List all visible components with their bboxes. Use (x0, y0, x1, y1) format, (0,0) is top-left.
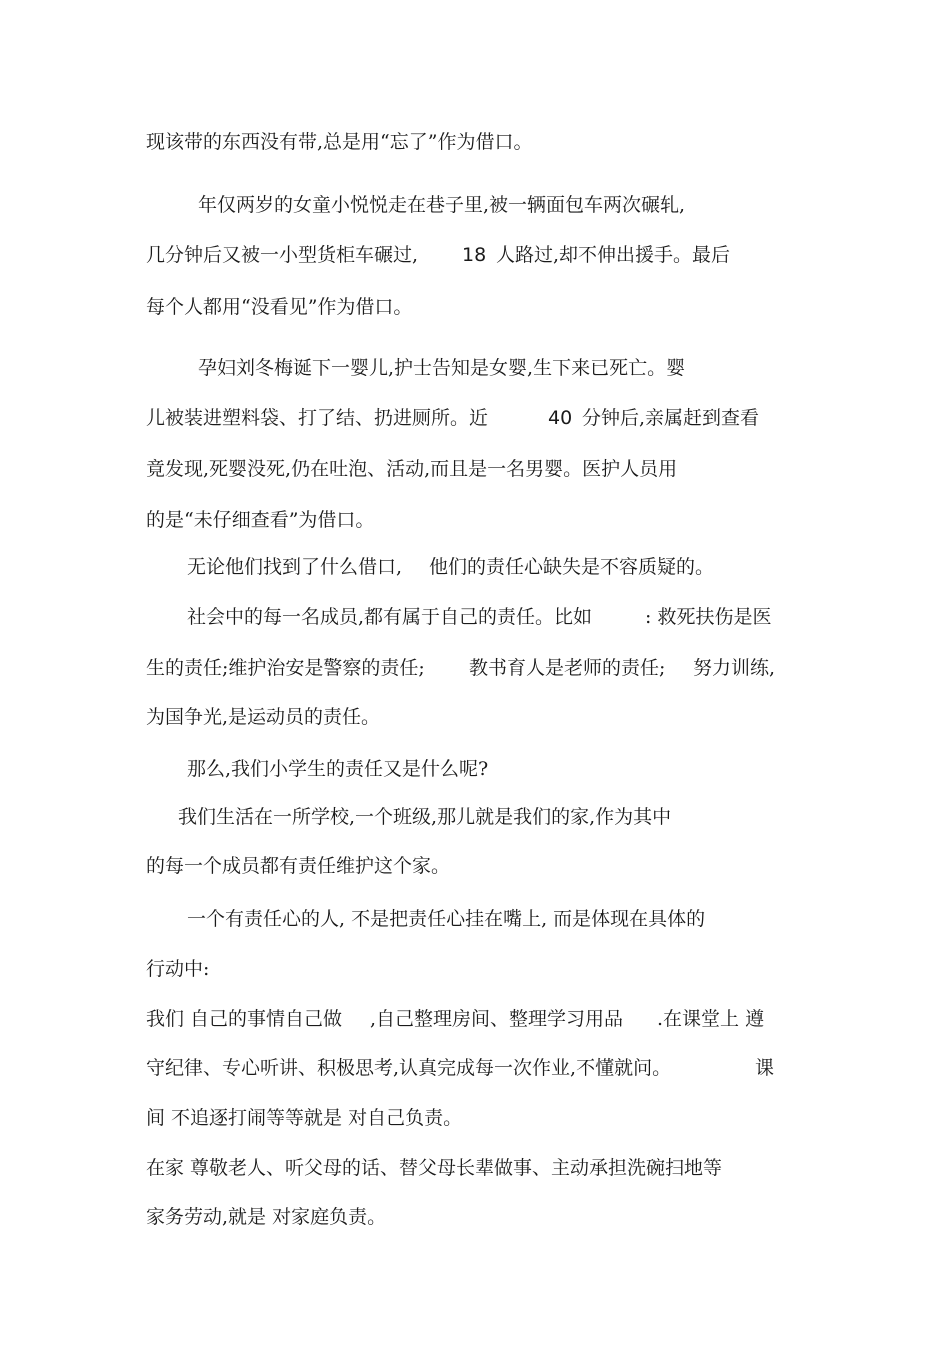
text-number: 18 (462, 244, 487, 266)
text-line: 孕妇刘冬梅诞下一婴儿,护士告知是女婴,生下来已死亡。婴 (198, 357, 686, 379)
text-line: ,自己整理房间、整理学习用品 (370, 1008, 624, 1030)
text-line: 在家 尊敬老人、听父母的话、替父母长辈做事、主动承担洗碗扫地等 (146, 1157, 723, 1179)
text-line: 竟发现,死婴没死,仍在吐泡、活动,而且是一名男婴。医护人员用 (146, 458, 678, 480)
text-line: 几分钟后又被一小型货柜车碾过, (146, 244, 419, 266)
text-line: 守纪律、专心听讲、积极思考,认真完成每一次作业,不懂就问。 (146, 1057, 672, 1079)
text-line: 为国争光,是运动员的责任。 (146, 706, 381, 728)
text-line: 一个有责任心的人, 不是把责任心挂在嘴上, 而是体现在具体的 (187, 908, 706, 930)
text-line: 的是“未仔细查看”为借口。 (146, 509, 375, 531)
text-line: 生的责任;维护治安是警察的责任; (146, 657, 425, 679)
text-line: 教书育人是老师的责任; (469, 657, 666, 679)
text-line: 那么,我们小学生的责任又是什么呢? (187, 758, 489, 780)
text-line: .在课堂上 遵 (657, 1008, 765, 1030)
text-line: 年仅两岁的女童小悦悦走在巷子里,被一辆面包车两次碾轧, (198, 194, 686, 216)
text-line: 间 不追逐打闹等等就是 对自己负责。 (146, 1107, 463, 1129)
text-line: 家务劳动,就是 对家庭负责。 (146, 1206, 387, 1228)
text-line: 每个人都用“没看见”作为借口。 (146, 296, 413, 318)
text-line: 我们生活在一所学校,一个班级,那儿就是我们的家,作为其中 (178, 806, 672, 828)
text-line: 他们的责任心缺失是不容质疑的。 (429, 556, 715, 578)
text-line: 分钟后,亲属赶到查看 (582, 407, 760, 429)
text-line: 无论他们找到了什么借口, (187, 556, 403, 578)
text-line: 社会中的每一名成员,都有属于自己的责任。比如 (187, 606, 593, 628)
text-line: 我们 自己的事情自己做 (146, 1008, 343, 1030)
text-line: 课 (755, 1057, 775, 1079)
text-line: 儿被装进塑料袋、打了结、扔进厕所。近 (146, 407, 489, 429)
text-line: 努力训练, (693, 657, 776, 679)
text-line: 人路过,却不伸出援手。最后 (496, 244, 731, 266)
text-line: 现该带的东西没有带,总是用“忘了”作为借口。 (146, 131, 533, 153)
text-number: 40 (548, 407, 573, 429)
text-line: : 救死扶伤是医 (645, 606, 772, 628)
text-line: 的每一个成员都有责任维护这个家。 (146, 855, 451, 877)
text-line: 行动中: (146, 958, 210, 980)
